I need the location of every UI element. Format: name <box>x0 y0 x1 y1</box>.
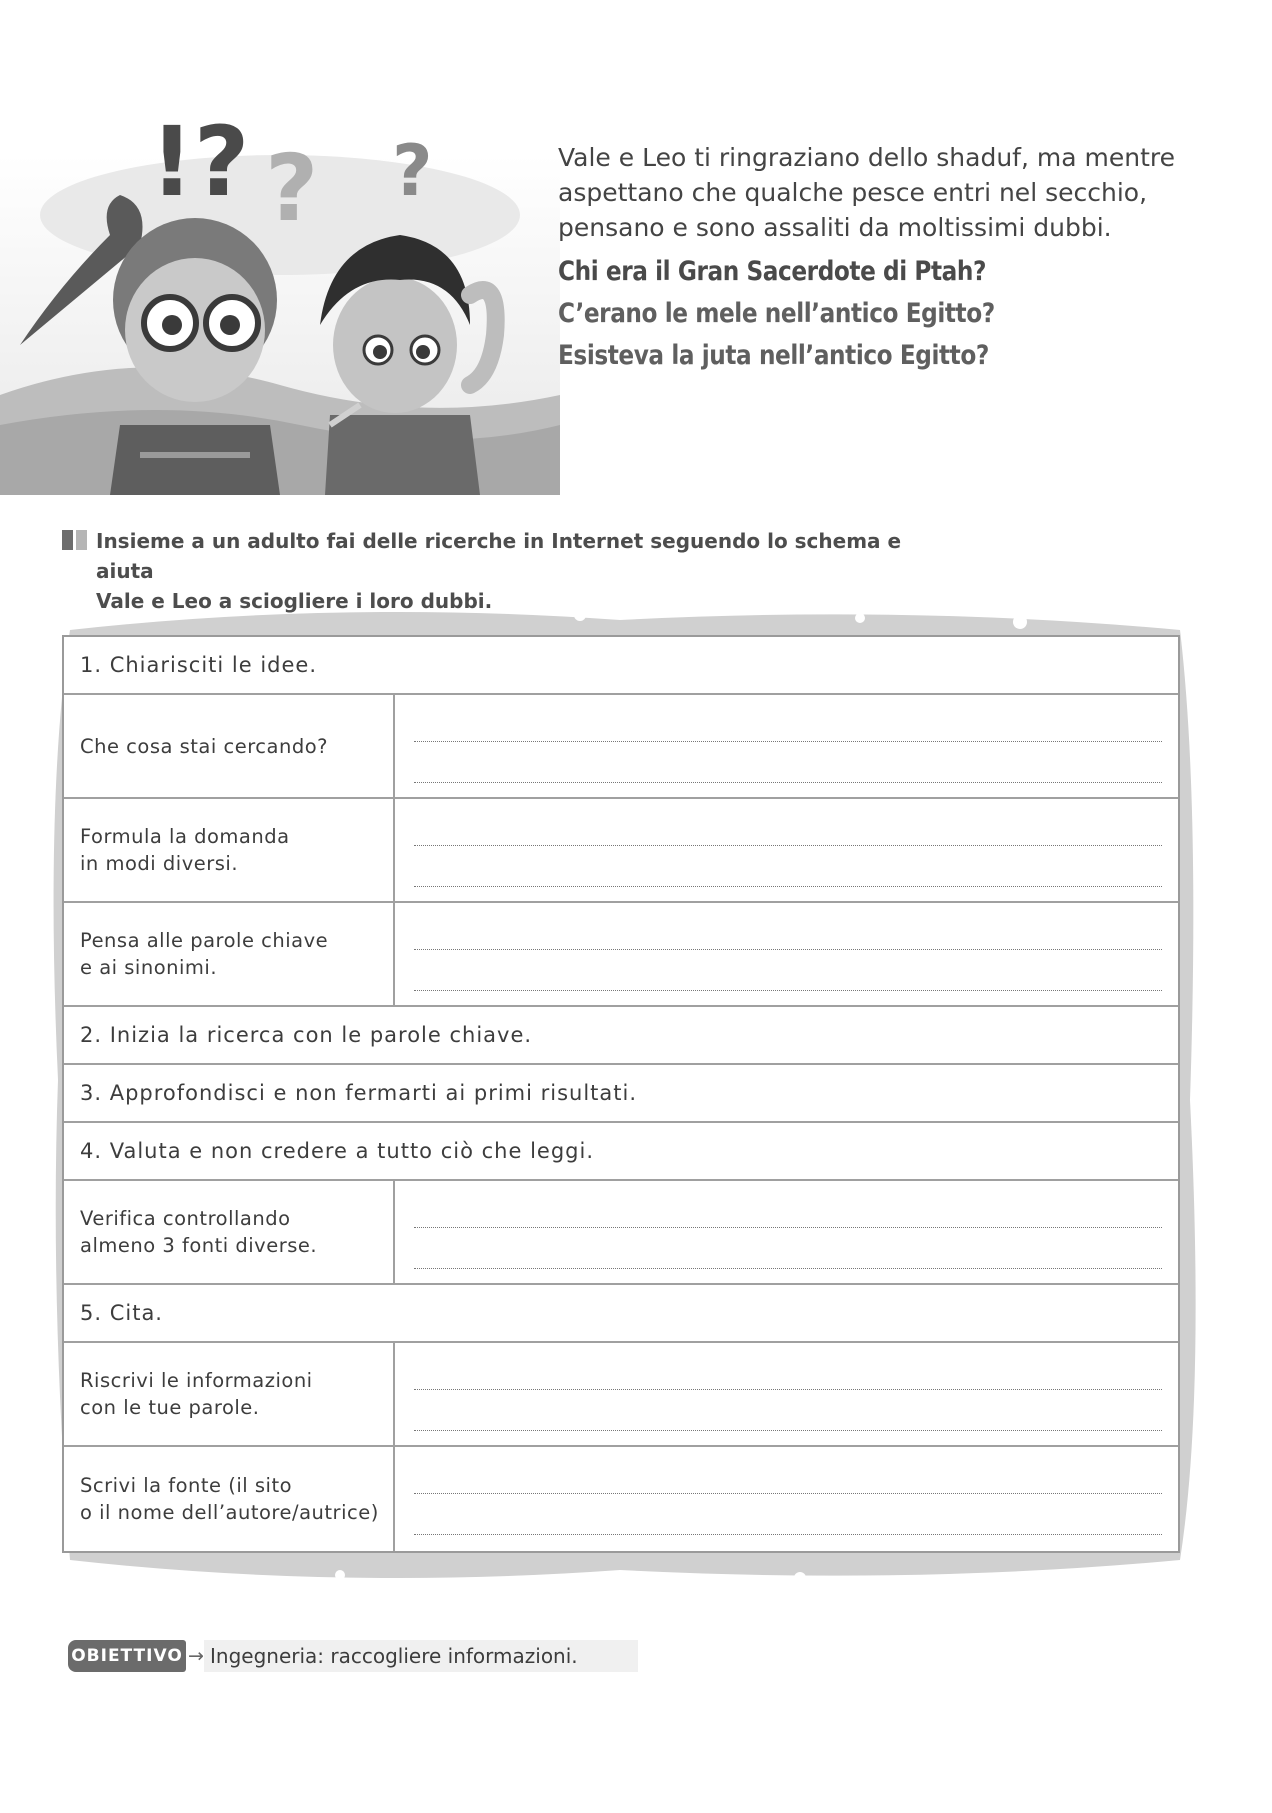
answer-line[interactable] <box>414 1268 1162 1269</box>
intro-line: pensano e sono assaliti da moltissimi dubbi. <box>558 213 1112 242</box>
step-5-row <box>64 1285 1178 1343</box>
objective-text: Ingegneria: raccogliere informazioni. <box>204 1640 638 1672</box>
intro-text <box>558 140 1218 377</box>
answer-line[interactable] <box>414 741 1162 742</box>
question-mark-small: ? <box>392 130 433 212</box>
step-1-row <box>64 637 1178 695</box>
table-row <box>64 903 1178 1007</box>
table-row <box>64 799 1178 903</box>
intro-line: aspettano che qualche pesce entri nel secchio, <box>558 178 1148 207</box>
table-row <box>64 1447 1178 1551</box>
step-2-row <box>64 1007 1178 1065</box>
instruction-line-1: Insieme a un adulto fai delle ricerche in Internet seguendo lo schema e aiuta <box>96 529 902 583</box>
step-4-title: 4. Valuta e non credere a tutto ciò che leggi. <box>80 1139 594 1163</box>
row-label: Che cosa stai cercando? <box>80 734 328 758</box>
answer-line[interactable] <box>414 1534 1162 1535</box>
instruction-line-2: Vale e Leo a sciogliere i loro dubbi. <box>96 589 493 613</box>
answer-line[interactable] <box>414 1430 1162 1431</box>
arrow-right-icon: → <box>188 1645 204 1667</box>
answer-line[interactable] <box>414 1389 1162 1390</box>
step-5-title: 5. Cita. <box>80 1301 163 1325</box>
question-2: C’erano le mele nell’antico Egitto? <box>558 298 995 329</box>
step-2-title: 2. Inizia la ricerca con le parole chiave. <box>80 1023 533 1047</box>
question-1: Chi era il Gran Sacerdote di Ptah? <box>558 256 987 287</box>
answer-line[interactable] <box>414 845 1162 846</box>
research-schema-table <box>62 635 1180 1553</box>
row-label: Scrivi la fonte (il sito o il nome dell’autore/autrice) <box>80 1474 379 1524</box>
answer-line[interactable] <box>414 782 1162 783</box>
question-3: Esisteva la juta nell’antico Egitto? <box>558 340 989 371</box>
exercise-marker-icon <box>62 530 90 550</box>
step-1-title: 1. Chiarisciti le idee. <box>80 653 318 677</box>
row-label: Riscrivi le informazioni con le tue parole. <box>80 1369 313 1419</box>
row-label: Pensa alle parole chiave e ai sinonimi. <box>80 929 329 979</box>
intro-line: Vale e Leo ti ringraziano dello shaduf, ma mentre <box>558 143 1175 172</box>
exclamation-question-mark: !? <box>150 106 250 218</box>
step-3-title: 3. Approfondisci e non fermarti ai primi risultati. <box>80 1081 638 1105</box>
question-mark-large: ? <box>265 135 319 242</box>
table-row <box>64 1181 1178 1285</box>
objective-badge: OBIETTIVO <box>68 1640 186 1672</box>
row-label: Verifica controllando almeno 3 fonti diverse. <box>80 1207 318 1257</box>
answer-line[interactable] <box>414 1227 1162 1228</box>
table-row <box>64 1343 1178 1447</box>
step-3-row <box>64 1065 1178 1123</box>
step-4-row <box>64 1123 1178 1181</box>
answer-line[interactable] <box>414 886 1162 887</box>
answer-line[interactable] <box>414 990 1162 991</box>
answer-line[interactable] <box>414 1493 1162 1494</box>
table-row <box>64 695 1178 799</box>
answer-line[interactable] <box>414 949 1162 950</box>
row-label: Formula la domanda in modi diversi. <box>80 825 290 875</box>
children-illustration <box>0 95 560 495</box>
